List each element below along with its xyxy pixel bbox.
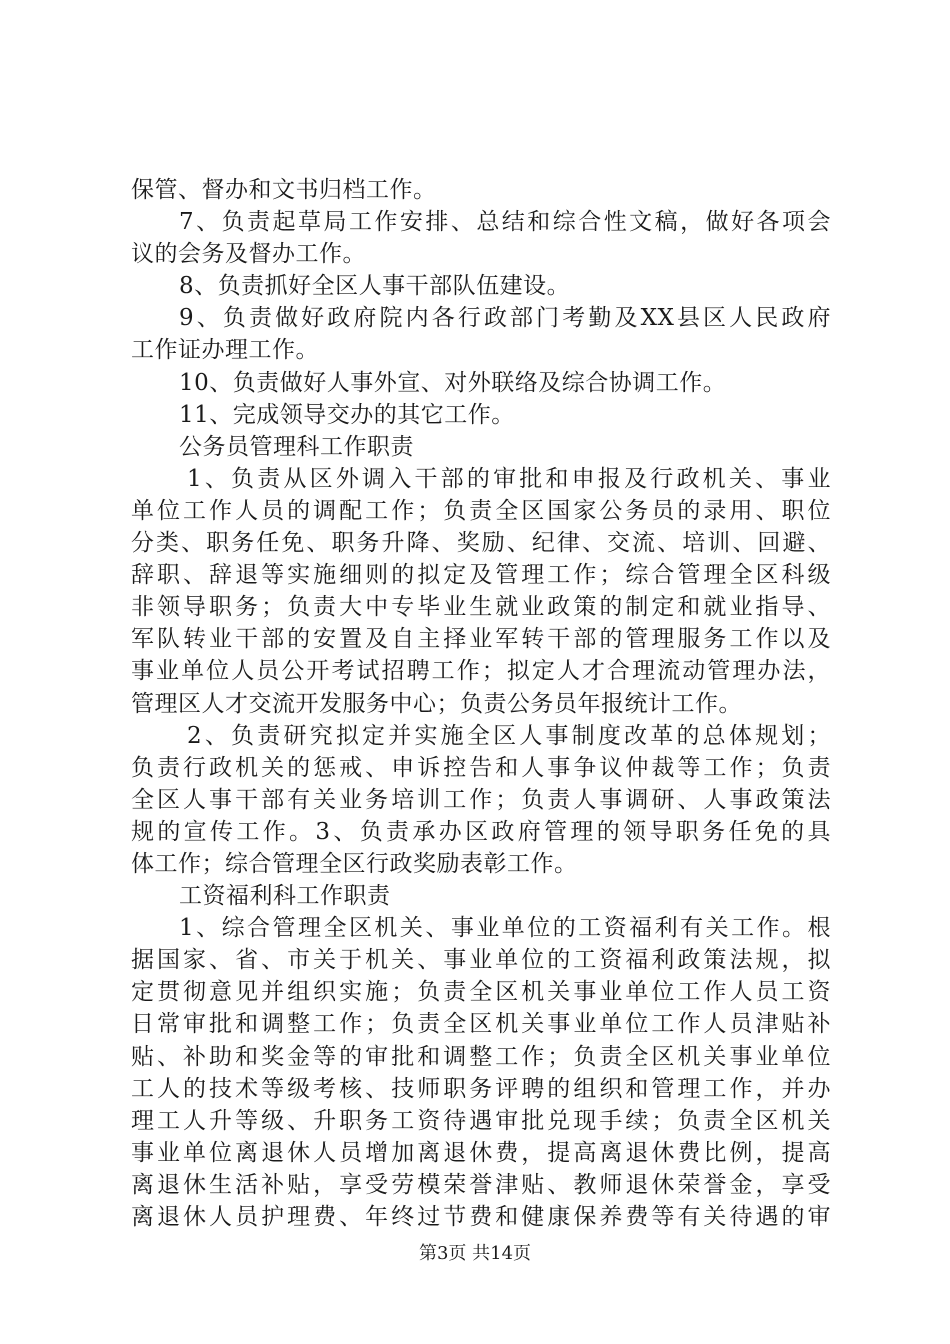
text-line: 日常审批和调整工作；负责全区机关事业单位工作人员津贴补 <box>131 1011 831 1038</box>
document-body <box>131 174 831 1233</box>
text-line: 8、负责抓好全区人事干部队伍建设。 <box>179 273 571 300</box>
text-line: 议的会务及督办工作。 <box>131 241 366 268</box>
text-line: 非领导职务；负责大中专毕业生就业政策的制定和就业指导、 <box>131 594 831 621</box>
text-line: 分类、职务任免、职务升降、奖励、纪律、交流、培训、回避、 <box>131 530 831 557</box>
page-number-footer: 第3页 共14页 <box>418 1243 532 1264</box>
text-line: 管理区人才交流开发服务中心；负责公务员年报统计工作。 <box>131 690 742 717</box>
text-line: 11、完成领导交办的其它工作。 <box>179 401 515 428</box>
text-line: 全区人事干部有关业务培训工作；负责人事调研、人事政策法 <box>131 786 831 813</box>
text-line: 军队转业干部的安置及自主择业军转干部的管理服务工作以及 <box>131 626 831 653</box>
text-line: 工人的技术等级考核、技师职务评聘的组织和管理工作，并办 <box>131 1075 831 1102</box>
text-line: 理工人升等级、升职务工资待遇审批兑现手续；负责全区机关 <box>131 1107 831 1134</box>
text-line: 工作证办理工作。 <box>131 337 319 364</box>
text-line: 定贯彻意见并组织实施；负责全区机关事业单位工作人员工资 <box>131 979 831 1006</box>
text-line: 离退休人员护理费、年终过节费和健康保养费等有关待遇的审 <box>131 1204 831 1230</box>
text-line: 1、综合管理全区机关、事业单位的工资福利有关工作。根 <box>179 915 831 942</box>
text-line: 事业单位人员公开考试招聘工作；拟定人才合理流动管理办法， <box>131 658 831 685</box>
text-line: 体工作；综合管理全区行政奖励表彰工作。 <box>131 850 578 877</box>
text-line: 辞职、辞退等实施细则的拟定及管理工作；综合管理全区科级 <box>131 562 831 589</box>
text-line: 10、负责做好人事外宣、对外联络及综合协调工作。 <box>179 369 727 396</box>
section-heading: 公务员管理科工作职责 <box>179 433 414 460</box>
text-line: 2、负责研究拟定并实施全区人事制度改革的总体规划； <box>187 722 831 749</box>
section-heading: 工资福利科工作职责 <box>179 883 391 910</box>
text-line: 7、负责起草局工作安排、总结和综合性文稿，做好各项会 <box>179 209 831 236</box>
text-line: 贴、补助和奖金等的审批和调整工作；负责全区机关事业单位 <box>131 1043 831 1070</box>
text-line: 单位工作人员的调配工作；负责全区国家公务员的录用、职位 <box>131 497 831 524</box>
text-line: 9、负责做好政府院内各行政部门考勤及XX县区人民政府 <box>179 305 831 332</box>
text-line: 据国家、省、市关于机关、事业单位的工资福利政策法规，拟 <box>131 947 831 974</box>
text-line: 事业单位离退休人员增加离退休费，提高离退休费比例，提高 <box>131 1139 831 1166</box>
text-line: 1、负责从区外调入干部的审批和申报及行政机关、事业 <box>187 465 831 492</box>
text-line: 负责行政机关的惩戒、申诉控告和人事争议仲裁等工作；负责 <box>131 754 831 781</box>
text-line: 离退休生活补贴，享受劳模荣誉津贴、教师退休荣誉金，享受 <box>131 1171 831 1198</box>
text-line: 保管、督办和文书归档工作。 <box>131 177 437 203</box>
text-line: 规的宣传工作。3、负责承办区政府管理的领导职务任免的具 <box>131 818 831 845</box>
